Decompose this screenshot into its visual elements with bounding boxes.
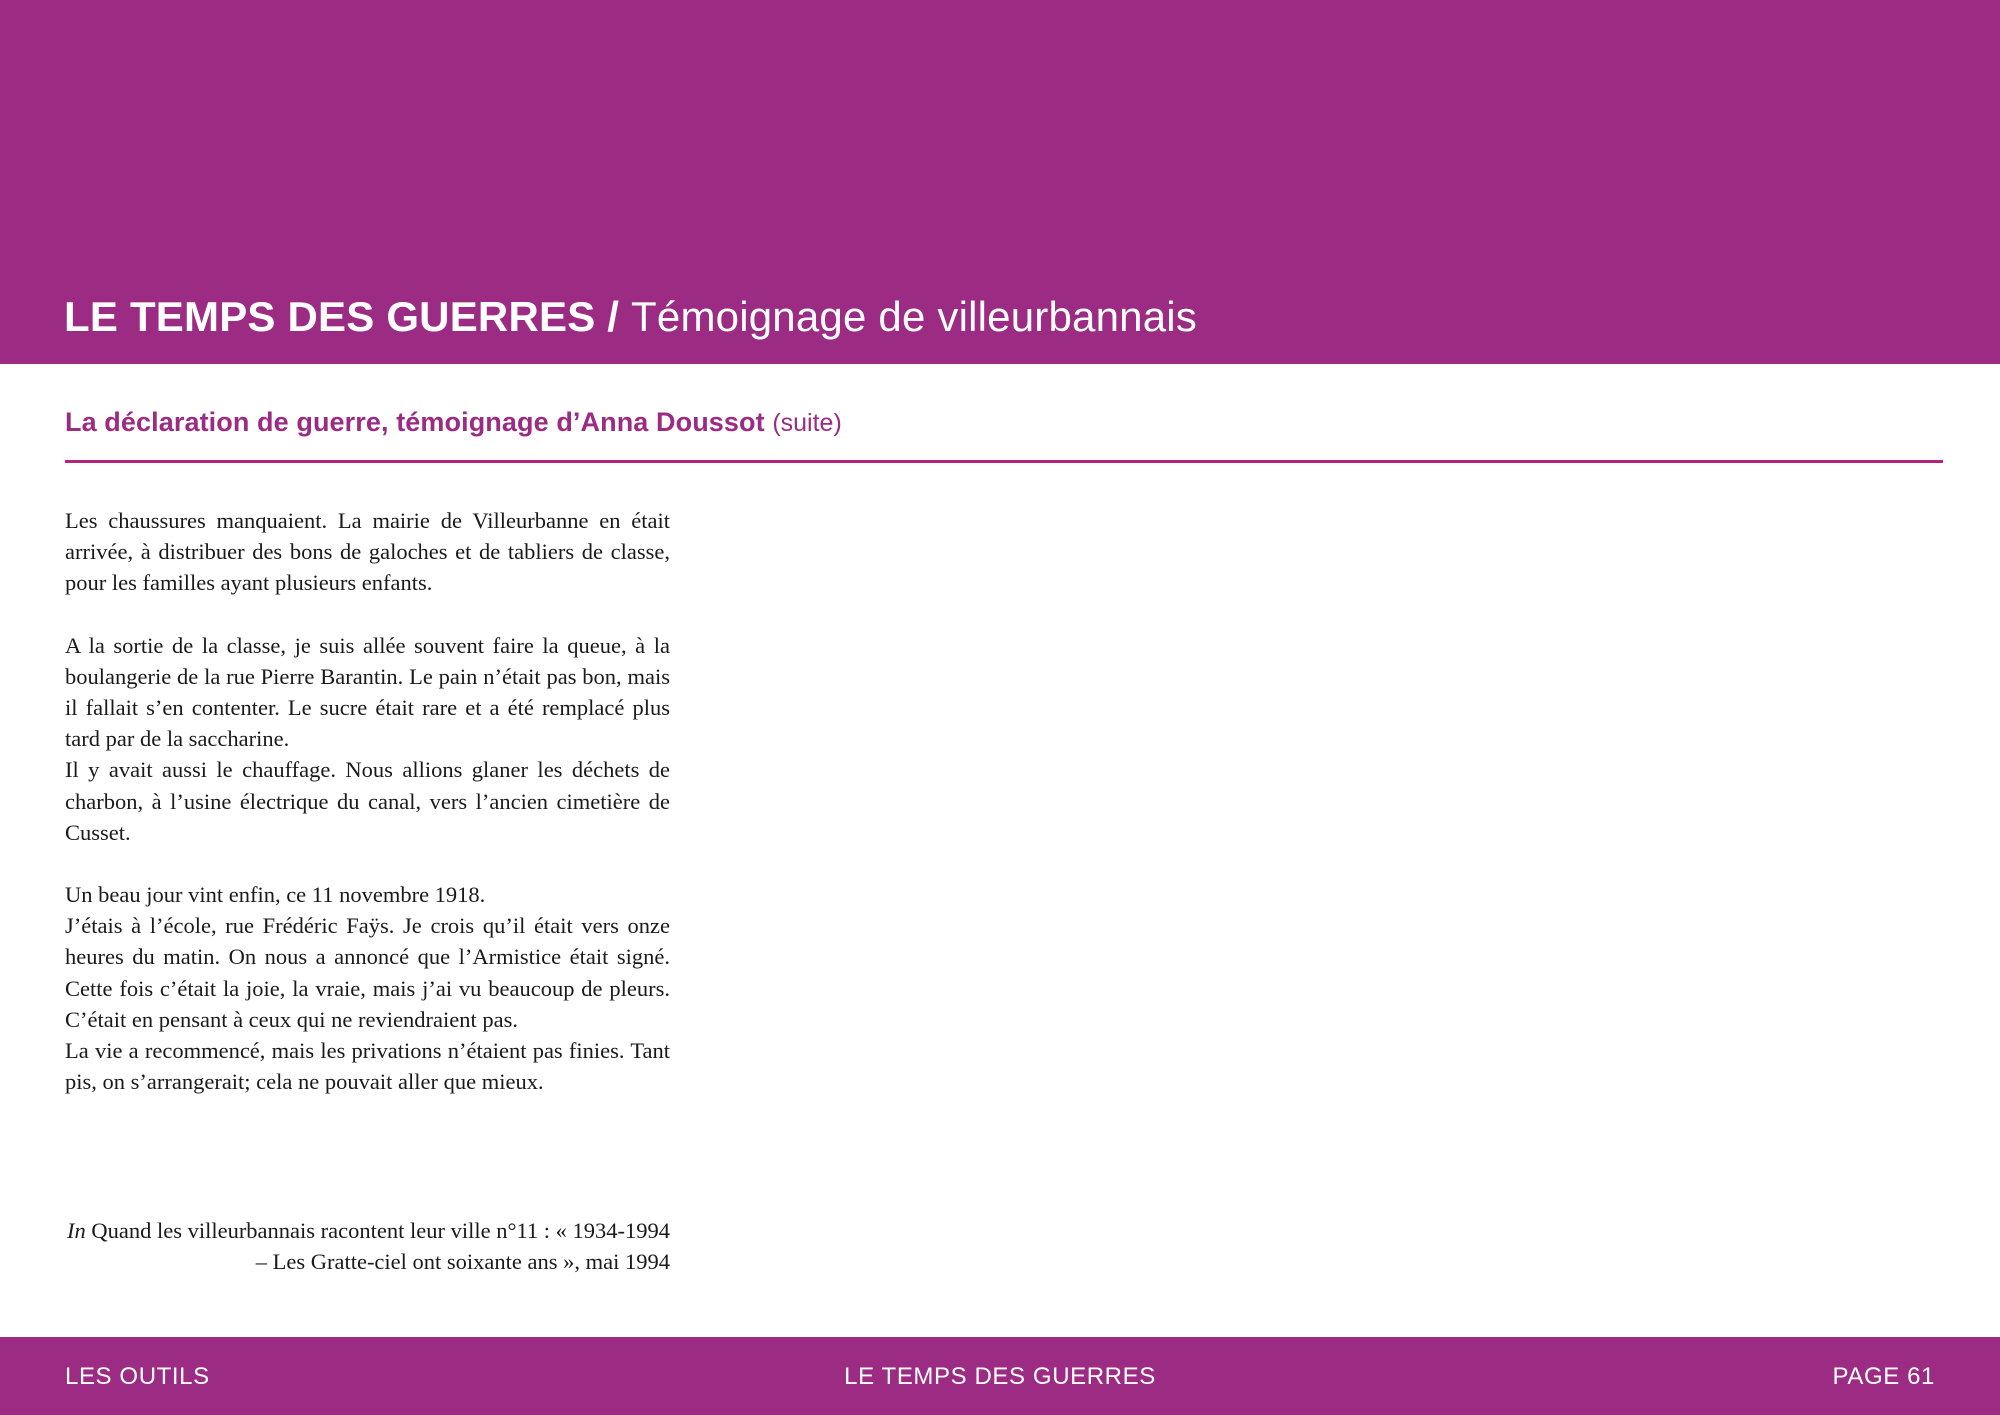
paragraph-spacer xyxy=(65,848,670,879)
page-title-bar xyxy=(0,270,1447,363)
page-title-strong: LE TEMPS DES GUERRES / xyxy=(64,292,632,340)
section-subtitle xyxy=(65,407,1945,438)
footer-page-number: PAGE 61 xyxy=(1832,1363,1935,1390)
footer-center-label: LE TEMPS DES GUERRES xyxy=(844,1363,1156,1390)
page-footer xyxy=(0,1337,2000,1415)
paragraph: J’étais à l’école, rue Frédéric Faÿs. Je crois qu’il était vers onze heures du matin. On nous a annoncé que l’Armistice était signé. Cette fois c’était la joie, la vraie, mais j’ai vu beaucoup de pleurs. C’était en pensant à ceux qui ne reviendraient pas. xyxy=(65,913,670,1032)
page-title-light: Témoignage de villeurbannais xyxy=(631,292,1197,340)
section-subtitle-suffix: (suite) xyxy=(772,409,842,437)
paragraph: Un beau jour vint enfin, ce 11 novembre 1918. xyxy=(65,882,486,908)
section-divider xyxy=(65,460,1943,463)
paragraph-spacer xyxy=(65,599,670,630)
source-credit-prefix: In xyxy=(66,1218,86,1243)
body-text-column xyxy=(65,505,670,1097)
page-title xyxy=(0,293,1197,341)
paragraph: Les chaussures manquaient. La mairie de Villeurbanne en était arrivée, à distribuer des bons de galoches et de tabliers de classe, pour les familles ayant plusieurs enfants. xyxy=(65,508,670,596)
footer-left-label: LES OUTILS xyxy=(65,1363,210,1390)
source-credit-text: Quand les villeurbannais racontent leur ville n°11 : « 1934-1994 – Les Gratte-ciel ont soixante ans », mai 1994 xyxy=(85,1218,670,1275)
source-credit xyxy=(65,1215,670,1277)
paragraph: Il y avait aussi le chauffage. Nous allions glaner les déchets de charbon, à l’usine électrique du canal, vers l’ancien cimetière de Cusset. xyxy=(65,757,670,845)
paragraph: A la sortie de la classe, je suis allée souvent faire la queue, à la boulangerie de la rue Pierre Barantin. Le pain n’était pas bon, mais il fallait s’en contenter. Le sucre était rare et a été remplacé plus tard par de la saccharine. xyxy=(65,632,670,752)
paragraph: La vie a recommencé, mais les privations n’étaient pas finies. Tant pis, on s’arrangerait; cela ne pouvait aller que mieux. xyxy=(65,1038,670,1095)
section-subtitle-main: La déclaration de guerre, témoignage d’Anna Doussot xyxy=(65,407,773,437)
